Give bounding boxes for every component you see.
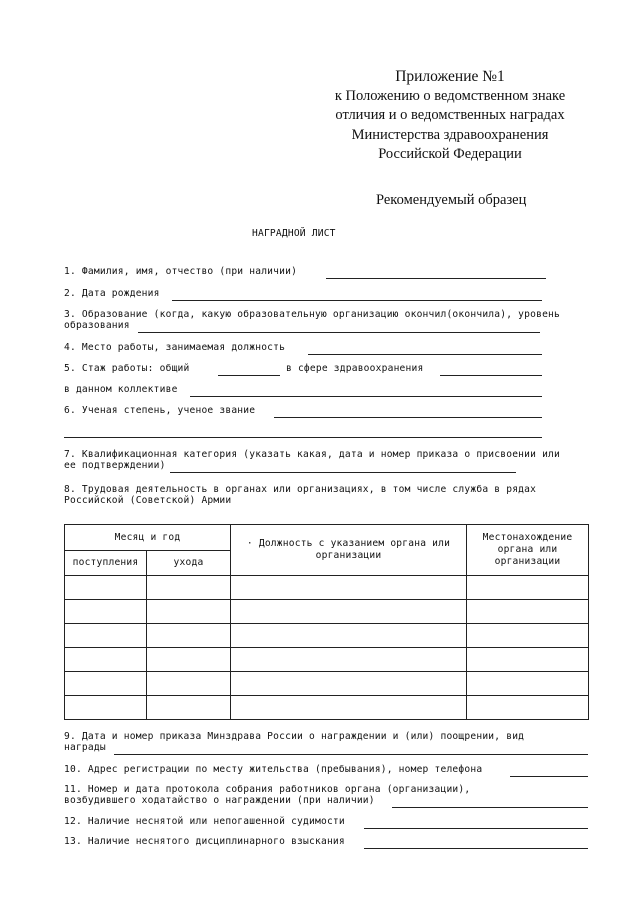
field-11-label-line2: возбудившего ходатайство о награждении (при наличии) [64,795,375,806]
cell-exit[interactable] [147,648,231,672]
table-row [65,696,589,720]
cell-entry[interactable] [65,672,147,696]
field-9-line[interactable] [114,754,588,755]
cell-entry[interactable] [65,576,147,600]
work-history-table [64,524,589,720]
cell-entry[interactable] [65,624,147,648]
field-2-line[interactable] [172,300,542,301]
cell-position[interactable] [231,648,467,672]
field-12-line[interactable] [364,828,588,829]
form-title: НАГРАДНОЙ ЛИСТ [252,228,336,239]
appendix-line-3: отличия и о ведомственных наградах [335,107,565,123]
field-3-label-line2: образования [64,320,130,331]
field-5-label-healthcare: в сфере здравоохранения [286,363,424,374]
cell-exit[interactable] [147,696,231,720]
field-5-total-line[interactable] [218,375,280,376]
field-5-healthcare-line[interactable] [440,375,542,376]
field-5-collective-line[interactable] [190,396,542,397]
cell-entry[interactable] [65,600,147,624]
appendix-header [300,67,600,165]
field-5-label-total: 5. Стаж работы: общий [64,363,190,374]
field-12-label: 12. Наличие неснятой или непогашенной судимости [64,816,345,827]
field-6-line-2[interactable] [64,437,542,438]
cell-exit[interactable] [147,672,231,696]
field-3-line[interactable] [138,332,540,333]
field-6-line[interactable] [274,417,542,418]
cell-location[interactable] [467,648,589,672]
field-4-label: 4. Место работы, занимаемая должность [64,342,286,353]
field-7-label-line2: ее подтверждении) [64,460,166,471]
cell-position[interactable] [231,696,467,720]
cell-exit[interactable] [147,600,231,624]
cell-location[interactable] [467,576,589,600]
header-location: Местонахождение органа или организации [467,525,589,576]
field-1-label: 1. Фамилия, имя, отчество (при наличии) [64,266,298,277]
cell-location[interactable] [467,600,589,624]
field-2-label: 2. Дата рождения [64,288,160,299]
field-8-label-line2: Российской (Советской) Армии [64,495,232,506]
field-7-line[interactable] [170,472,516,473]
appendix-line-5: Российской Федерации [378,146,522,162]
field-6-label: 6. Ученая степень, ученое звание [64,405,256,416]
field-10-line[interactable] [510,776,588,777]
table-row [65,600,589,624]
table-row [65,672,589,696]
cell-position[interactable] [231,624,467,648]
field-5-label-collective: в данном коллективе [64,384,178,395]
cell-location[interactable] [467,696,589,720]
field-11-line[interactable] [392,807,588,808]
cell-position[interactable] [231,600,467,624]
field-13-line[interactable] [364,848,588,849]
cell-exit[interactable] [147,624,231,648]
field-4-line[interactable] [308,354,542,355]
appendix-line-4: Министерства здравоохранения [351,126,549,143]
cell-entry[interactable] [65,648,147,672]
appendix-line-2: к Положению о ведомственном знаке [334,87,566,104]
header-exit: ухода [147,551,231,576]
cell-position[interactable] [231,576,467,600]
cell-exit[interactable] [147,576,231,600]
recommended-sample-label: Рекомендуемый образец [376,192,527,208]
header-position: · Должность с указанием органа или организации [231,525,467,576]
appendix-number: Приложение №1 [395,68,505,85]
cell-entry[interactable] [65,696,147,720]
field-9-label-line2: награды [64,742,106,753]
field-3-label-line1: 3. Образование (когда, какую образовательную организацию окончил(окончила), уровень [64,309,561,320]
field-9-label-line1: 9. Дата и номер приказа Минздрава России о награждении и (или) поощрении, вид [64,731,525,742]
header-month-year: Месяц и год [65,525,231,551]
cell-location[interactable] [467,672,589,696]
field-1-line[interactable] [326,278,546,279]
table-row [65,576,589,600]
table-row [65,624,589,648]
field-8-label-line1: 8. Трудовая деятельность в органах или организациях, в том числе служба в рядах [64,484,537,495]
header-entry: поступления [65,551,147,576]
field-7-label-line1: 7. Квалификационная категория (указать какая, дата и номер приказа о присвоении или [64,449,561,460]
cell-position[interactable] [231,672,467,696]
table-row [65,648,589,672]
field-13-label: 13. Наличие неснятого дисциплинарного взыскания [64,836,345,847]
field-10-label: 10. Адрес регистрации по месту жительства (пребывания), номер телефона [64,764,483,775]
cell-location[interactable] [467,624,589,648]
field-11-label-line1: 11. Номер и дата протокола собрания работников органа (организации), [64,784,471,795]
